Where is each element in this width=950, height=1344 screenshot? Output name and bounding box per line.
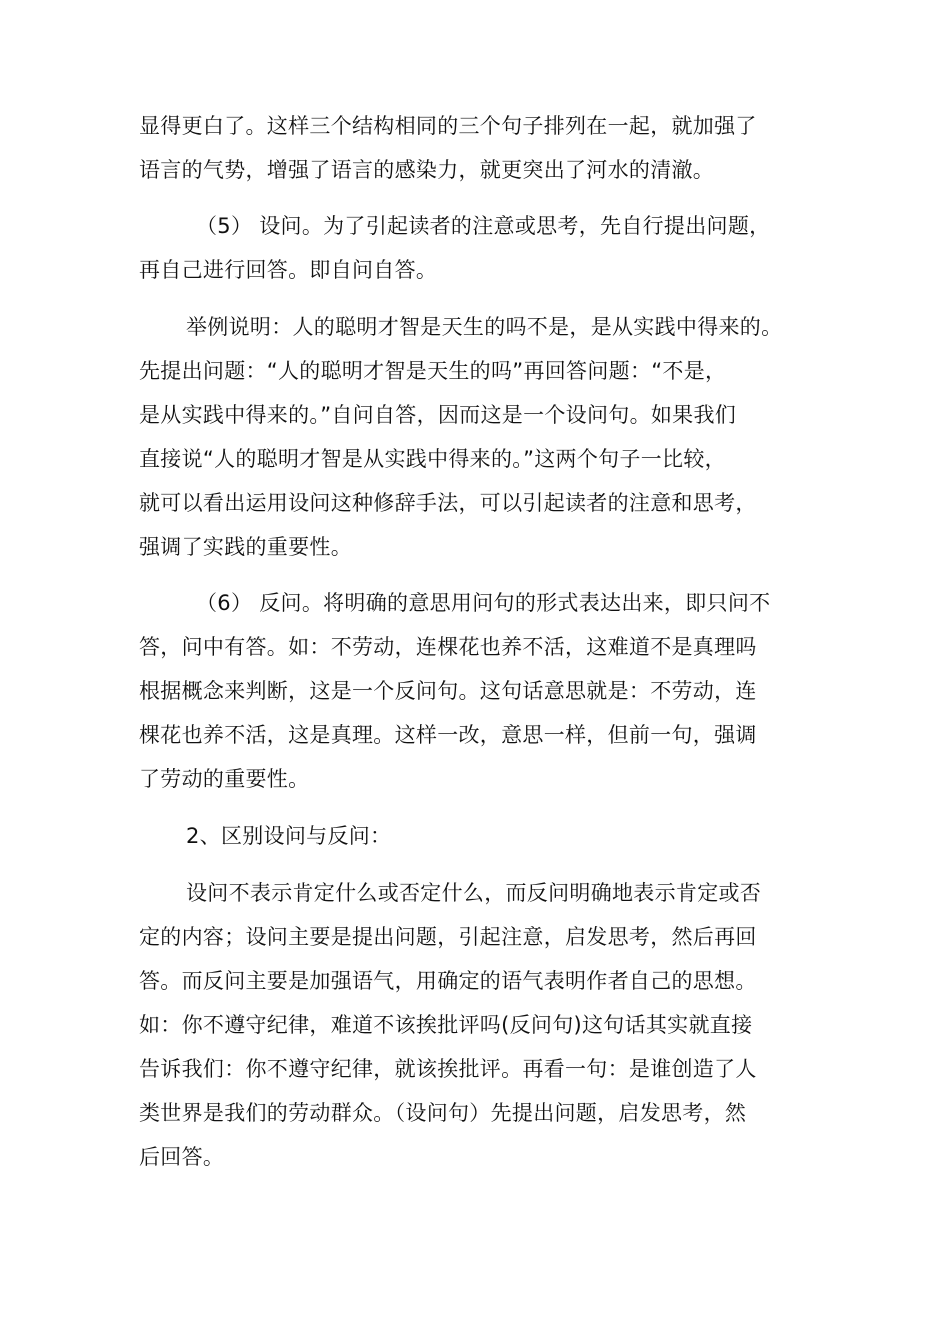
paragraph-3-line-2: 先提出问题：“人的聪明才智是天生的吗”再回答问题：“不是， bbox=[139, 359, 727, 383]
paragraph-4-line-2: 答，问中有答。如：不劳动，连棵花也养不活，这难道不是真理吗 bbox=[139, 635, 757, 659]
paragraph-1-line-2: 语言的气势，增强了语言的感染力，就更突出了河水的清澈。 bbox=[139, 158, 715, 182]
paragraph-3-line-1: 举例说明：人的聪明才智是天生的吗不是，是从实践中得来的。 bbox=[186, 315, 783, 339]
paragraph-4-line-5: 了劳动的重要性。 bbox=[139, 767, 310, 791]
paragraph-2-line-2: 再自己进行回答。即自问自答。 bbox=[139, 258, 438, 282]
section-heading: 2、区别设问与反问： bbox=[186, 824, 392, 848]
paragraph-6-line-1: 设问不表示肯定什么或否定什么，而反问明确地表示肯定或否 bbox=[186, 881, 762, 905]
paragraph-3-line-3: 是从实践中得来的。”自问自答，因而这是一个设问句。如果我们 bbox=[139, 403, 737, 427]
paragraph-4-line-4: 棵花也养不活，这是真理。这样一改，意思一样，但前一句，强调 bbox=[139, 723, 757, 747]
paragraph-6-line-6: 类世界是我们的劳动群众。（设问句）先提出问题，启发思考，然 bbox=[139, 1101, 747, 1125]
paragraph-4-line-3: 根据概念来判断，这是一个反问句。这句话意思就是：不劳动，连 bbox=[139, 679, 757, 703]
paragraph-6-line-7: 后回答。 bbox=[139, 1145, 225, 1169]
paragraph-6-line-4: 如：你不遵守纪律，难道不该挨批评吗(反问句)这句话其实就直接 bbox=[139, 1013, 753, 1037]
paragraph-6-line-3: 答。而反问主要是加强语气，用确定的语气表明作者自己的思想。 bbox=[139, 969, 757, 993]
paragraph-1-line-1: 显得更白了。这样三个结构相同的三个句子排列在一起，就加强了 bbox=[139, 114, 757, 138]
paragraph-3-line-5: 就可以看出运用设问这种修辞手法，可以引起读者的注意和思考， bbox=[139, 491, 757, 515]
paragraph-2-line-1: （5） 设问。为了引起读者的注意或思考，先自行提出问题， bbox=[196, 214, 771, 238]
paragraph-6-line-2: 定的内容；设问主要是提出问题，引起注意，启发思考，然后再回 bbox=[139, 925, 757, 949]
paragraph-4-line-1: （6） 反问。将明确的意思用问句的形式表达出来，即只问不 bbox=[196, 591, 771, 615]
paragraph-3-line-6: 强调了实践的重要性。 bbox=[139, 535, 352, 559]
paragraph-3-line-4: 直接说“人的聪明才智是从实践中得来的。”这两个句子一比较， bbox=[139, 447, 726, 471]
paragraph-6-line-5: 告诉我们：你不遵守纪律，就该挨批评。再看一句：是谁创造了人 bbox=[139, 1057, 757, 1081]
